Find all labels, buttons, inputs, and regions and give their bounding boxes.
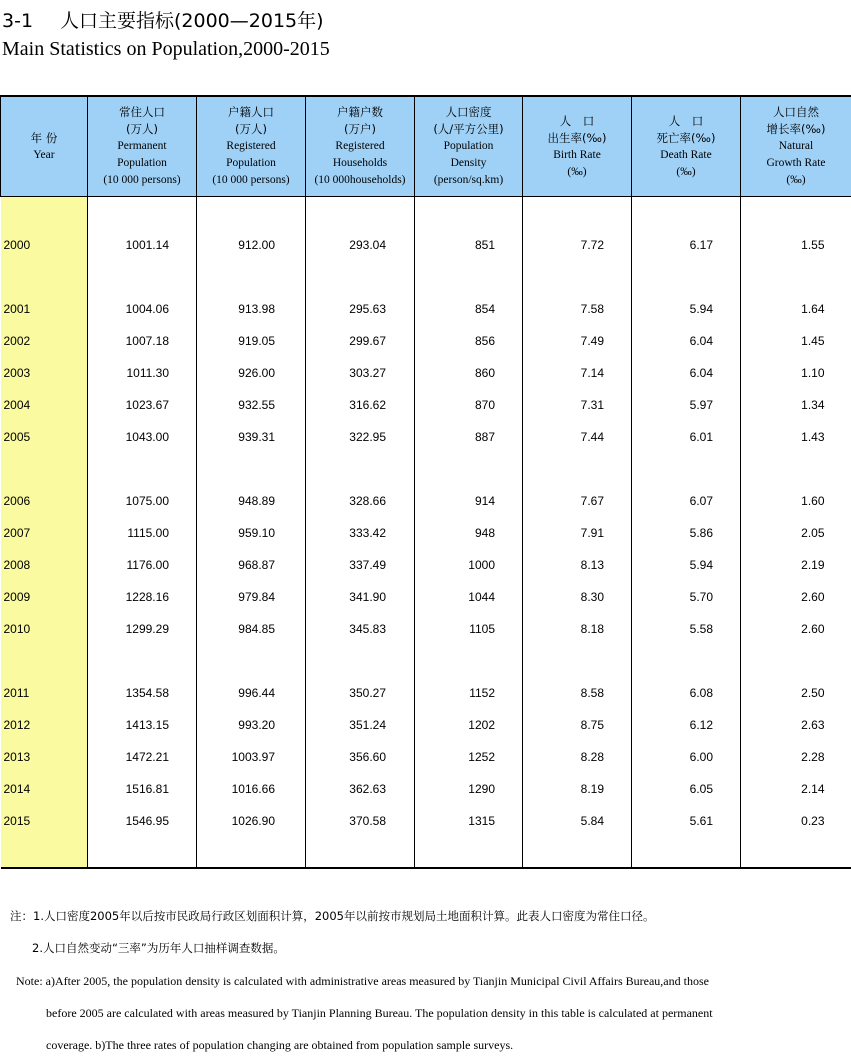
value-cell: 939.31 <box>197 421 306 453</box>
value-cell: 912.00 <box>197 229 306 261</box>
spacer-cell <box>197 837 306 868</box>
value-cell: 5.94 <box>632 549 741 581</box>
value-cell: 1516.81 <box>88 773 197 805</box>
value-cell: 7.44 <box>523 421 632 453</box>
spacer-cell <box>632 261 741 293</box>
year-cell: 2010 <box>1 613 88 645</box>
year-cell: 2015 <box>1 805 88 837</box>
value-cell: 8.13 <box>523 549 632 581</box>
value-cell: 1043.00 <box>88 421 197 453</box>
column-header-en-label: Death Rate <box>660 148 712 161</box>
value-cell: 1.43 <box>741 421 851 453</box>
value-cell: 1004.06 <box>88 293 197 325</box>
year-cell: 2008 <box>1 549 88 581</box>
table-row <box>1 581 851 613</box>
value-cell: 6.17 <box>632 229 741 261</box>
value-cell: 8.75 <box>523 709 632 741</box>
value-cell: 5.84 <box>523 805 632 837</box>
value-cell: 6.07 <box>632 485 741 517</box>
value-cell: 8.30 <box>523 581 632 613</box>
spacer-cell <box>1 645 88 677</box>
value-cell: 303.27 <box>306 357 415 389</box>
value-cell: 6.01 <box>632 421 741 453</box>
value-cell: 914 <box>415 485 523 517</box>
column-header-en-label: Year <box>33 148 55 161</box>
value-cell: 8.58 <box>523 677 632 709</box>
column-header-cn-label: 死亡率(‰) <box>656 130 716 145</box>
spacer-cell <box>523 261 632 293</box>
value-cell: 1290 <box>415 773 523 805</box>
spacer-cell <box>1 453 88 485</box>
spacer-row <box>1 453 851 485</box>
column-header-en-label: (‰) <box>567 165 587 178</box>
spacer-cell <box>197 197 306 230</box>
value-cell: 8.28 <box>523 741 632 773</box>
table-row <box>1 357 851 389</box>
spacer-cell <box>1 837 88 868</box>
value-cell: 854 <box>415 293 523 325</box>
column-header-cn-label: (万人) <box>126 122 158 136</box>
value-cell: 7.31 <box>523 389 632 421</box>
value-cell: 5.94 <box>632 293 741 325</box>
spacer-cell <box>306 837 415 868</box>
value-cell: 6.04 <box>632 325 741 357</box>
column-header-5 <box>523 96 632 197</box>
table-row <box>1 805 851 837</box>
value-cell: 968.87 <box>197 549 306 581</box>
column-header-en-label: Density <box>450 157 487 169</box>
spacer-cell <box>415 453 523 485</box>
value-cell: 5.97 <box>632 389 741 421</box>
value-cell: 1115.00 <box>88 517 197 549</box>
column-header-en-label: Population <box>226 157 276 169</box>
table-header-row <box>1 96 851 197</box>
value-cell: 1016.66 <box>197 773 306 805</box>
table-row <box>1 485 851 517</box>
value-cell: 1546.95 <box>88 805 197 837</box>
spacer-cell <box>415 645 523 677</box>
value-cell: 1315 <box>415 805 523 837</box>
value-cell: 5.61 <box>632 805 741 837</box>
value-cell: 1003.97 <box>197 741 306 773</box>
value-cell: 959.10 <box>197 517 306 549</box>
value-cell: 351.24 <box>306 709 415 741</box>
value-cell: 5.86 <box>632 517 741 549</box>
value-cell: 6.05 <box>632 773 741 805</box>
spacer-cell <box>523 453 632 485</box>
spacer-cell <box>632 197 741 230</box>
column-header-en-label: Population <box>443 140 494 152</box>
value-cell: 919.05 <box>197 325 306 357</box>
value-cell: 1.55 <box>741 229 851 261</box>
value-cell: 993.20 <box>197 709 306 741</box>
value-cell: 322.95 <box>306 421 415 453</box>
year-cell: 2007 <box>1 517 88 549</box>
column-header-2 <box>197 96 306 197</box>
column-header-cn-label: 增长率(‰) <box>766 122 826 136</box>
year-cell: 2012 <box>1 709 88 741</box>
value-cell: 6.12 <box>632 709 741 741</box>
value-cell: 6.00 <box>632 741 741 773</box>
value-cell: 851 <box>415 229 523 261</box>
spacer-cell <box>88 453 197 485</box>
column-header-en-label: (10 000 persons) <box>103 174 181 186</box>
value-cell: 7.58 <box>523 293 632 325</box>
value-cell: 341.90 <box>306 581 415 613</box>
column-header-cn-label: 年 份 <box>30 130 58 145</box>
column-header-en-label: Population <box>117 157 167 169</box>
spacer-cell <box>197 261 306 293</box>
column-header-cn-label: (人/平方公里) <box>433 122 504 136</box>
spacer-row <box>1 645 851 677</box>
column-header-cn-label: 人口密度 <box>445 105 492 119</box>
year-cell: 2014 <box>1 773 88 805</box>
value-cell: 5.58 <box>632 613 741 645</box>
spacer-cell <box>741 837 851 868</box>
value-cell: 1011.30 <box>88 357 197 389</box>
value-cell: 6.08 <box>632 677 741 709</box>
table-body <box>1 197 851 869</box>
column-header-en-label: (‰) <box>786 174 806 186</box>
value-cell: 356.60 <box>306 741 415 773</box>
value-cell: 1.64 <box>741 293 851 325</box>
table-title-en: Main Statistics on Population,2000-2015 <box>2 38 330 60</box>
column-header-en-label: (10 000households) <box>314 174 406 186</box>
spacer-row <box>1 261 851 293</box>
value-cell: 5.70 <box>632 581 741 613</box>
value-cell: 8.19 <box>523 773 632 805</box>
value-cell: 370.58 <box>306 805 415 837</box>
spacer-cell <box>632 837 741 868</box>
column-header-cn-label: 人 口 <box>559 113 595 128</box>
value-cell: 932.55 <box>197 389 306 421</box>
table-row <box>1 741 851 773</box>
value-cell: 979.84 <box>197 581 306 613</box>
value-cell: 295.63 <box>306 293 415 325</box>
value-cell: 948 <box>415 517 523 549</box>
value-cell: 1354.58 <box>88 677 197 709</box>
table-row <box>1 293 851 325</box>
table-row <box>1 325 851 357</box>
value-cell: 6.04 <box>632 357 741 389</box>
spacer-cell <box>415 261 523 293</box>
column-header-en-label: Registered <box>335 140 385 152</box>
spacer-cell <box>1 197 88 230</box>
value-cell: 948.89 <box>197 485 306 517</box>
value-cell: 316.62 <box>306 389 415 421</box>
value-cell: 887 <box>415 421 523 453</box>
column-header-cn-label: 人 口 <box>668 113 704 128</box>
value-cell: 8.18 <box>523 613 632 645</box>
spacer-cell <box>741 645 851 677</box>
spacer-cell <box>306 261 415 293</box>
spacer-row <box>1 197 851 230</box>
value-cell: 856 <box>415 325 523 357</box>
table-row <box>1 709 851 741</box>
column-header-en-label: Households <box>332 157 388 169</box>
value-cell: 1023.67 <box>88 389 197 421</box>
spacer-cell <box>632 645 741 677</box>
value-cell: 1299.29 <box>88 613 197 645</box>
spacer-cell <box>197 645 306 677</box>
column-header-cn-label: 户籍人口 <box>228 105 274 119</box>
value-cell: 2.50 <box>741 677 851 709</box>
value-cell: 1075.00 <box>88 485 197 517</box>
value-cell: 996.44 <box>197 677 306 709</box>
spacer-cell <box>88 645 197 677</box>
spacer-cell <box>741 197 851 230</box>
value-cell: 984.85 <box>197 613 306 645</box>
value-cell: 1413.15 <box>88 709 197 741</box>
spacer-cell <box>197 453 306 485</box>
column-header-4 <box>415 96 523 197</box>
value-cell: 1007.18 <box>88 325 197 357</box>
value-cell: 345.83 <box>306 613 415 645</box>
note-cn-line-1: 注：1.人口密度2005年以后按市民政局行政区划面积计算，2005年以前按市规划局土地面积计算。此表人口密度为常住口径。 <box>10 909 655 923</box>
value-cell: 350.27 <box>306 677 415 709</box>
value-cell: 1044 <box>415 581 523 613</box>
value-cell: 328.66 <box>306 485 415 517</box>
column-header-en-label: Registered <box>226 140 276 152</box>
value-cell: 2.28 <box>741 741 851 773</box>
table-row <box>1 613 851 645</box>
value-cell: 1.45 <box>741 325 851 357</box>
value-cell: 1105 <box>415 613 523 645</box>
column-header-cn-label: (万户) <box>344 122 376 136</box>
year-cell: 2013 <box>1 741 88 773</box>
year-cell: 2002 <box>1 325 88 357</box>
value-cell: 7.49 <box>523 325 632 357</box>
table-row <box>1 677 851 709</box>
table-row <box>1 389 851 421</box>
table-number: 3-1 <box>2 10 34 32</box>
value-cell: 2.63 <box>741 709 851 741</box>
value-cell: 293.04 <box>306 229 415 261</box>
spacer-cell <box>741 261 851 293</box>
value-cell: 7.14 <box>523 357 632 389</box>
value-cell: 860 <box>415 357 523 389</box>
column-header-cn-label: 户籍户数 <box>337 105 383 119</box>
spacer-cell <box>523 645 632 677</box>
spacer-cell <box>306 645 415 677</box>
year-cell: 2001 <box>1 293 88 325</box>
year-cell: 2004 <box>1 389 88 421</box>
column-header-en-label: Growth Rate <box>766 157 826 169</box>
note-en-line-1: Note: a)After 2005, the population density is calculated with administrative areas measured by Tianjin Municipal Civil Affairs Bureau,and those <box>16 974 709 988</box>
value-cell: 926.00 <box>197 357 306 389</box>
value-cell: 1.34 <box>741 389 851 421</box>
spacer-cell <box>1 261 88 293</box>
column-header-cn-label: 人口自然 <box>773 105 819 119</box>
value-cell: 337.49 <box>306 549 415 581</box>
value-cell: 1252 <box>415 741 523 773</box>
column-header-1 <box>88 96 197 197</box>
value-cell: 2.14 <box>741 773 851 805</box>
column-header-en-label: (10 000 persons) <box>212 174 290 186</box>
value-cell: 1000 <box>415 549 523 581</box>
value-cell: 1.60 <box>741 485 851 517</box>
table-row <box>1 549 851 581</box>
population-statistics-table <box>0 95 851 869</box>
column-header-6 <box>632 96 741 197</box>
year-cell: 2011 <box>1 677 88 709</box>
spacer-cell <box>523 197 632 230</box>
year-cell: 2006 <box>1 485 88 517</box>
value-cell: 362.63 <box>306 773 415 805</box>
value-cell: 2.19 <box>741 549 851 581</box>
value-cell: 0.23 <box>741 805 851 837</box>
value-cell: 1001.14 <box>88 229 197 261</box>
value-cell: 2.05 <box>741 517 851 549</box>
column-header-en-label: (person/sq.km) <box>433 174 504 186</box>
column-header-0 <box>1 96 88 197</box>
column-header-3 <box>306 96 415 197</box>
column-header-cn-label: 常住人口 <box>119 105 165 119</box>
value-cell: 913.98 <box>197 293 306 325</box>
column-header-en-label: Permanent <box>117 140 167 152</box>
year-cell: 2009 <box>1 581 88 613</box>
column-header-7 <box>741 96 851 197</box>
value-cell: 2.60 <box>741 613 851 645</box>
column-header-en-label: (‰) <box>676 165 696 178</box>
spacer-cell <box>88 261 197 293</box>
value-cell: 7.91 <box>523 517 632 549</box>
table-row <box>1 229 851 261</box>
value-cell: 2.60 <box>741 581 851 613</box>
spacer-cell <box>306 197 415 230</box>
spacer-row <box>1 837 851 868</box>
value-cell: 333.42 <box>306 517 415 549</box>
note-en-line-3: coverage. b)The three rates of population changing are obtained from population sample surveys. <box>46 1038 514 1052</box>
year-cell: 2000 <box>1 229 88 261</box>
value-cell: 870 <box>415 389 523 421</box>
spacer-cell <box>741 453 851 485</box>
spacer-cell <box>88 837 197 868</box>
value-cell: 1.10 <box>741 357 851 389</box>
table-row <box>1 421 851 453</box>
column-header-cn-label: 出生率(‰) <box>547 130 607 145</box>
spacer-cell <box>88 197 197 230</box>
value-cell: 1228.16 <box>88 581 197 613</box>
table-row <box>1 517 851 549</box>
value-cell: 1472.21 <box>88 741 197 773</box>
table-title-cn-text: 人口主要指标(2000—2015年) <box>60 10 324 32</box>
column-header-cn-label: (万人) <box>235 122 267 136</box>
year-cell: 2003 <box>1 357 88 389</box>
table-title-cn <box>2 6 324 33</box>
spacer-cell <box>415 837 523 868</box>
value-cell: 1176.00 <box>88 549 197 581</box>
spacer-cell <box>632 453 741 485</box>
spacer-cell <box>415 197 523 230</box>
value-cell: 299.67 <box>306 325 415 357</box>
value-cell: 1202 <box>415 709 523 741</box>
year-cell: 2005 <box>1 421 88 453</box>
note-en-line-2: before 2005 are calculated with areas measured by Tianjin Planning Bureau. The population density in this table is calculated at permanent <box>46 1006 713 1020</box>
spacer-cell <box>523 837 632 868</box>
note-cn-line-2: 2.人口自然变动“三率”为历年人口抽样调查数据。 <box>32 941 285 955</box>
value-cell: 1152 <box>415 677 523 709</box>
value-cell: 7.72 <box>523 229 632 261</box>
column-header-en-label: Natural <box>778 140 814 152</box>
column-header-en-label: Birth Rate <box>553 148 601 161</box>
value-cell: 7.67 <box>523 485 632 517</box>
value-cell: 1026.90 <box>197 805 306 837</box>
table-row <box>1 773 851 805</box>
spacer-cell <box>306 453 415 485</box>
